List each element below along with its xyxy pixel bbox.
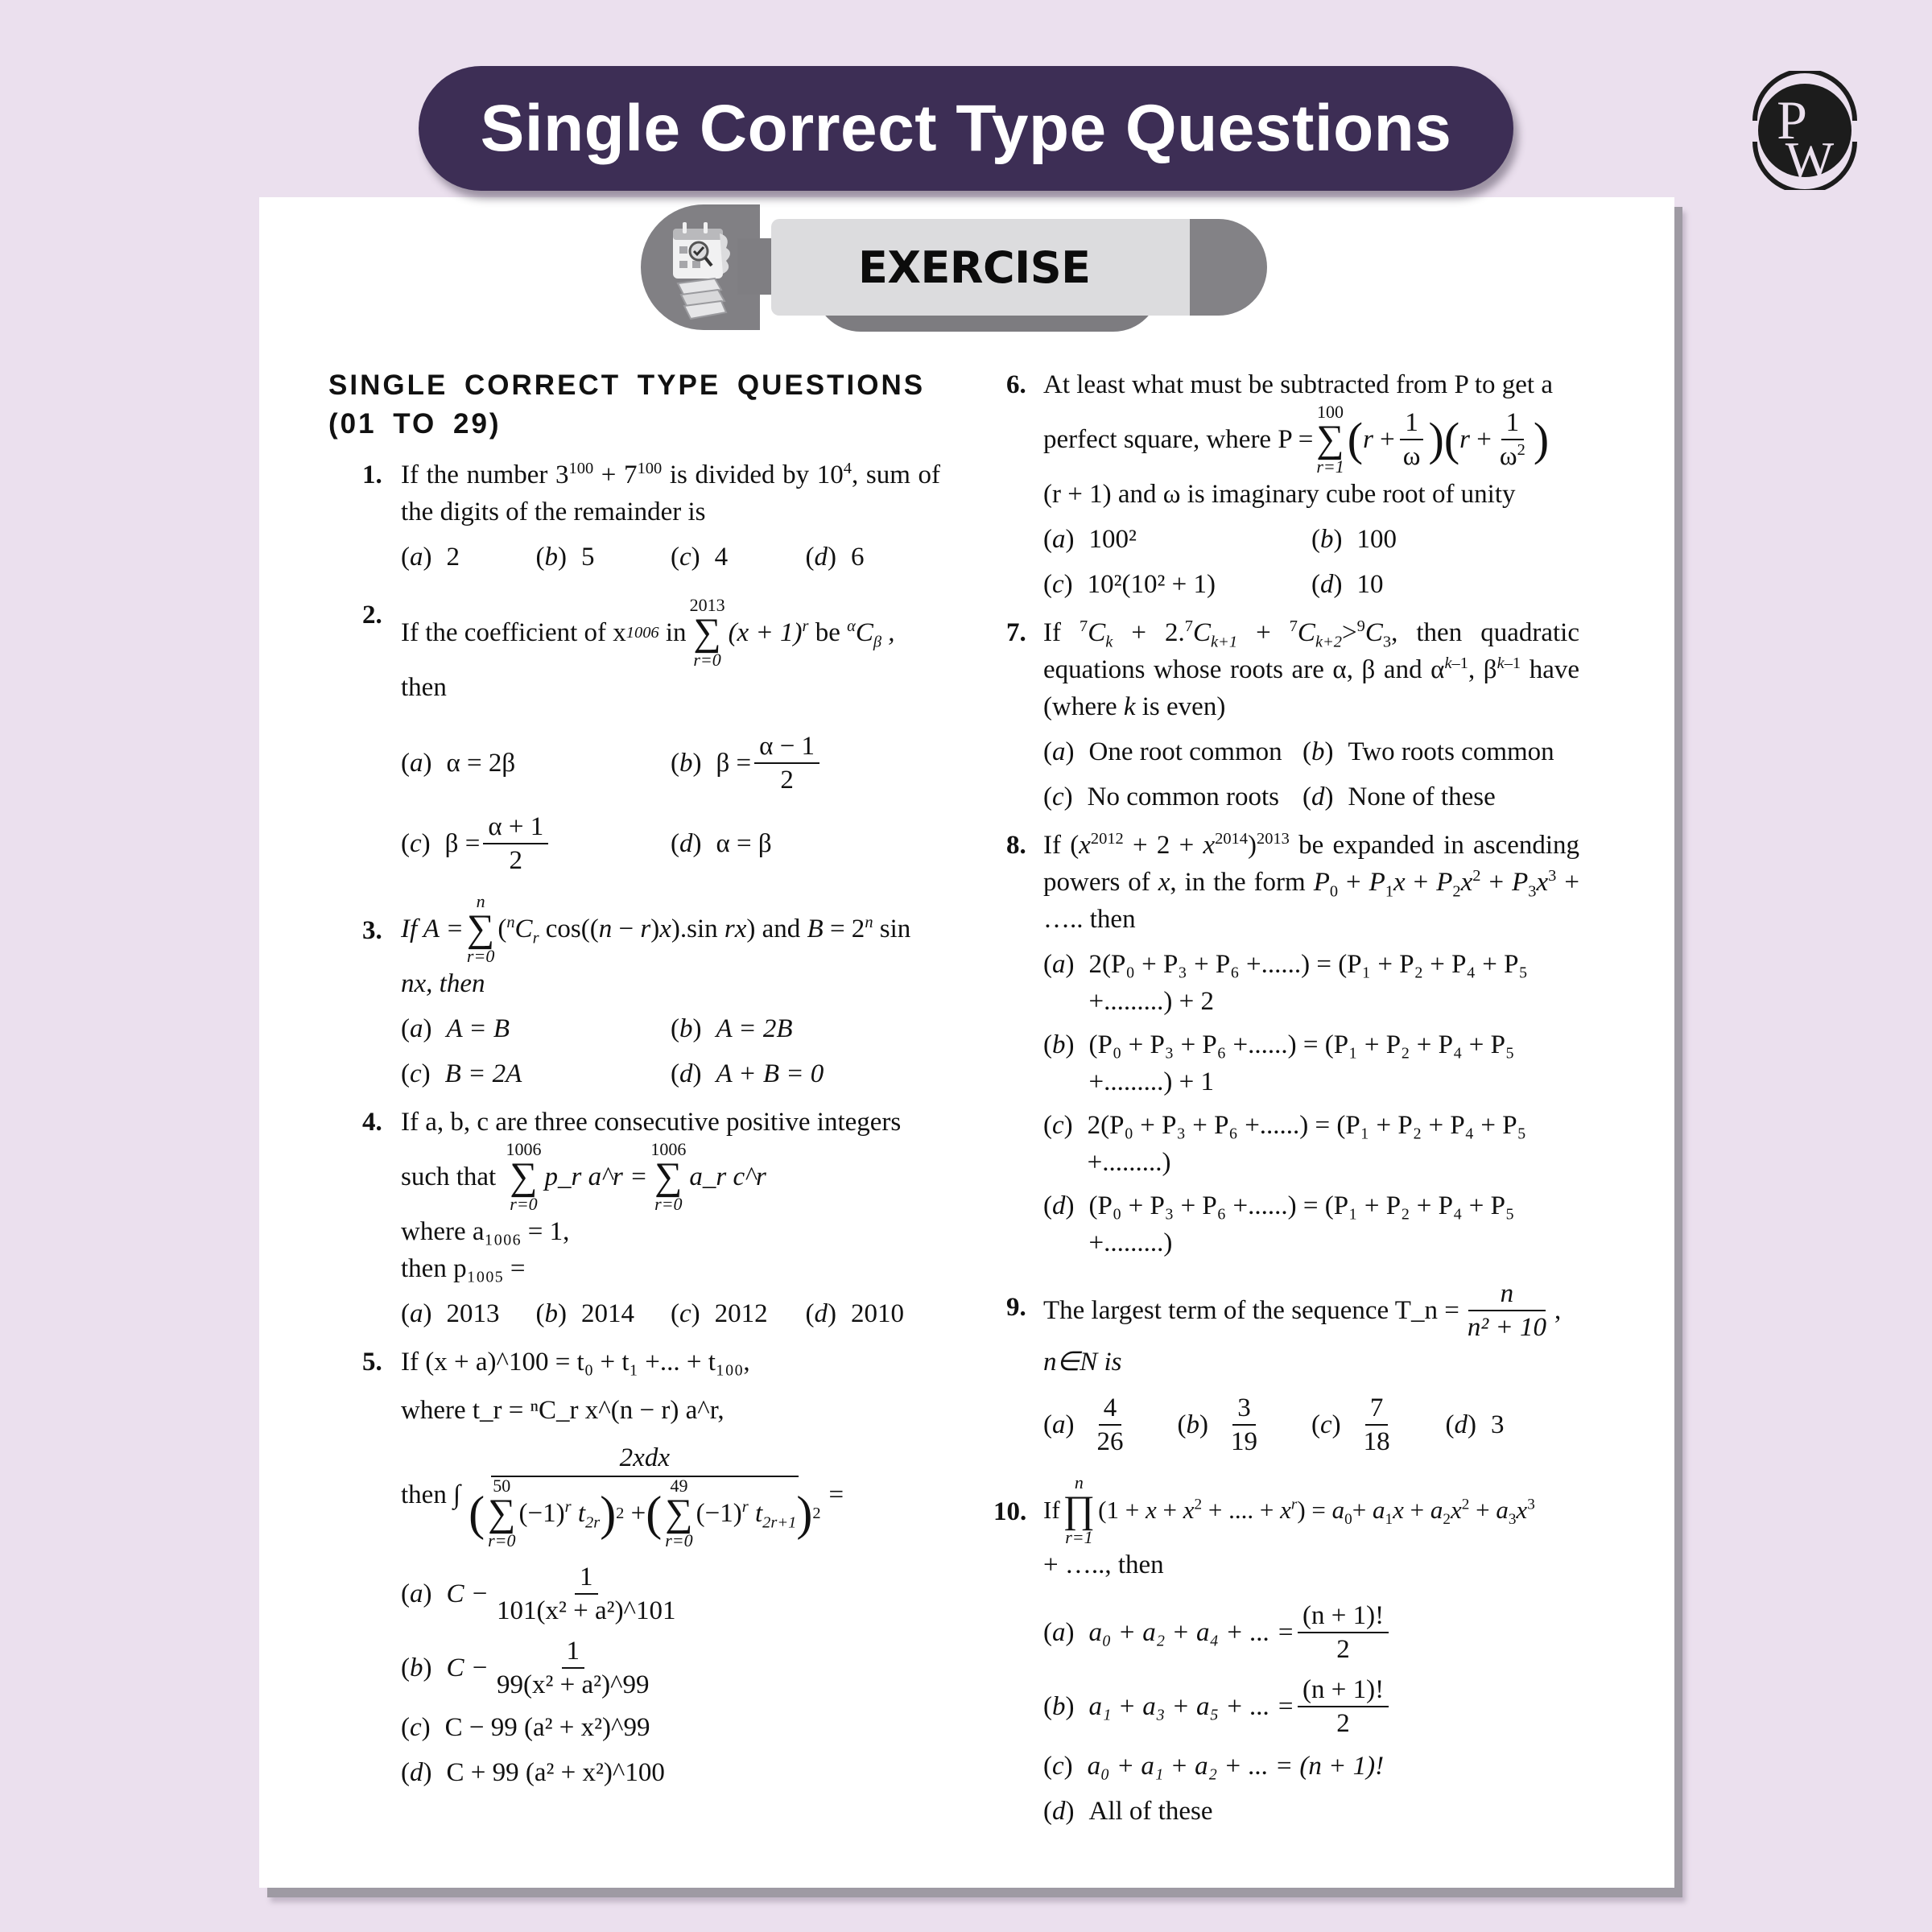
option-label: ( b ) bbox=[671, 745, 702, 782]
question-2 bbox=[328, 597, 940, 877]
question-number: 8. bbox=[1006, 831, 1026, 860]
option-d[interactable] bbox=[1311, 566, 1579, 603]
options bbox=[401, 539, 940, 576]
option-b[interactable] bbox=[1043, 1674, 1579, 1740]
section-heading bbox=[328, 366, 940, 444]
denominator: 18 bbox=[1363, 1427, 1390, 1456]
option-text: 10²(10² + 1) bbox=[1087, 570, 1216, 599]
sum-body: a_r c^r bbox=[689, 1162, 766, 1191]
option-c[interactable] bbox=[1043, 566, 1311, 603]
sum-upper: 1006 bbox=[650, 1139, 687, 1159]
summation-symbol: 2013 ∑ r=0 bbox=[689, 595, 725, 670]
option-d[interactable] bbox=[671, 811, 940, 877]
sum-lower: r=0 bbox=[510, 1194, 538, 1214]
option-label: ( c ) bbox=[401, 1055, 431, 1092]
fraction bbox=[492, 1635, 654, 1701]
option-a[interactable] bbox=[1043, 946, 1579, 1020]
question-text: If $(x^{2012} + 2 + x^{2014})^{2013}$ be expanded in ascending powers of x, in the form $P_0 + P_1x + P_2x^2 + P_3x^3$ + ….. then bbox=[1043, 830, 1580, 934]
option-c[interactable] bbox=[1043, 1107, 1579, 1181]
text: where a₁₀₀₆ = 1, bbox=[401, 1217, 570, 1246]
option-b[interactable] bbox=[536, 1295, 671, 1332]
question-text: If a, b, c are three consecutive positive integers bbox=[401, 1108, 902, 1137]
question-number: 3. bbox=[362, 916, 382, 945]
option-lhs: β = bbox=[444, 829, 481, 858]
numerator: 1 bbox=[575, 1561, 598, 1595]
option-label: ( a ) bbox=[1043, 733, 1075, 770]
option-a[interactable] bbox=[1043, 1392, 1178, 1458]
option-label: ( c ) bbox=[1043, 1107, 1073, 1144]
denominator: ( 50 ∑ r=0 $(-1)^r$ $t_{2r}$ ) 2 + ( 49 ∑ r=0 $(-1)^r$ $t_{2r+1}$ ) 2 bbox=[469, 1476, 821, 1550]
denominator: 2 bbox=[780, 766, 794, 795]
question-number: 10. bbox=[993, 1497, 1027, 1526]
text: n∈N is bbox=[1043, 1348, 1122, 1377]
sum-upper: 2013 bbox=[689, 595, 725, 615]
logo-letter-p: P bbox=[1777, 89, 1807, 151]
option-a[interactable] bbox=[1043, 521, 1311, 558]
summation-symbol: 100 ∑ r=1 bbox=[1316, 402, 1344, 477]
option-label: ( b ) bbox=[401, 1649, 432, 1686]
option-label: ( a ) bbox=[401, 745, 432, 782]
option-text: C − 99 (a² + x²)^99 bbox=[444, 1713, 650, 1742]
option-lhs: a₀ + a₂ + a₄ + ... = bbox=[1088, 1618, 1294, 1647]
option-label: ( d ) bbox=[671, 1055, 702, 1092]
option-text: B = 2A bbox=[444, 1059, 522, 1088]
numerator: 4 bbox=[1099, 1392, 1122, 1426]
text: If bbox=[1043, 1496, 1060, 1524]
sum-upper: 100 bbox=[1317, 402, 1344, 422]
option-label: ( c ) bbox=[671, 539, 700, 576]
option-text: 10 bbox=[1356, 570, 1384, 599]
numerator: α + 1 bbox=[483, 811, 548, 844]
option-text: A + B = 0 bbox=[716, 1059, 824, 1088]
numerator: 3 bbox=[1232, 1392, 1256, 1426]
sum-upper: 1006 bbox=[506, 1139, 542, 1159]
option-text: A = 2B bbox=[716, 1014, 793, 1043]
question-text: If the coefficient of x 1006 in 2013 ∑ r=0 $(x + 1)^r$ be $^\alpha C_\beta$ , bbox=[401, 595, 895, 670]
text: then p₁₀₀₅ = bbox=[401, 1254, 526, 1283]
question-equation: perfect square, where P = 100 ∑ r=1 ( r + $\frac{1}{\omega}$ )( r + $\frac{1}{\omega^2}$ ) bbox=[1043, 402, 1550, 477]
option-c[interactable] bbox=[1043, 1748, 1579, 1785]
option-text: (P₀ + P₃ + P₆ +......) = (P₁ + P₂ + P₄ + P₅ +.........) bbox=[1088, 1191, 1515, 1257]
text: If A = bbox=[401, 914, 464, 943]
option-d[interactable] bbox=[401, 1754, 940, 1791]
options bbox=[1043, 733, 1579, 815]
option-b[interactable] bbox=[1043, 1026, 1579, 1100]
text: then bbox=[401, 673, 447, 702]
options bbox=[401, 1295, 940, 1332]
option-d[interactable] bbox=[1302, 778, 1579, 815]
option-label: ( c ) bbox=[1043, 778, 1073, 815]
denominator: 19 bbox=[1231, 1427, 1257, 1456]
sum-lower: r=1 bbox=[1316, 456, 1344, 477]
fraction bbox=[1092, 1392, 1129, 1458]
text: If the coefficient of x bbox=[401, 618, 626, 647]
summation-symbol: 50 ∑ r=0 bbox=[488, 1476, 516, 1550]
denominator: 2 bbox=[1336, 1635, 1350, 1664]
denominator: 26 bbox=[1096, 1427, 1124, 1456]
option-label: ( c ) bbox=[401, 1709, 431, 1746]
option-text: α = 2β bbox=[446, 749, 516, 778]
option-a[interactable] bbox=[401, 1561, 940, 1627]
numerator: α − 1 bbox=[754, 730, 819, 764]
option-label: ( d ) bbox=[401, 1754, 432, 1791]
question-text: If (x + a)^100 = t₀ + t₁ +... + t₁₀₀, bbox=[401, 1348, 750, 1377]
option-a[interactable] bbox=[401, 539, 536, 576]
option-d[interactable] bbox=[671, 1055, 940, 1092]
question-text bbox=[401, 893, 940, 965]
option-lhs: C − bbox=[446, 1579, 489, 1608]
option-c[interactable] bbox=[671, 1295, 806, 1332]
option-label: ( c ) bbox=[671, 1295, 700, 1332]
question-text bbox=[1043, 1474, 1579, 1546]
question-9 bbox=[998, 1278, 1579, 1458]
fraction bbox=[1226, 1392, 1262, 1458]
numerator: 2xdx bbox=[491, 1440, 799, 1477]
option-label: ( a ) bbox=[1043, 1614, 1075, 1651]
option-lhs: β = bbox=[716, 749, 752, 778]
option-d[interactable] bbox=[1043, 1793, 1579, 1830]
option-label: ( d ) bbox=[671, 825, 702, 862]
option-b[interactable] bbox=[401, 1635, 940, 1701]
option-label: ( b ) bbox=[1043, 1026, 1075, 1063]
denominator: 2 bbox=[1336, 1709, 1350, 1738]
question-10 bbox=[993, 1472, 1579, 1830]
option-c[interactable] bbox=[1043, 778, 1302, 815]
option-d[interactable] bbox=[1043, 1187, 1579, 1261]
option-d[interactable] bbox=[806, 539, 941, 576]
option-a[interactable] bbox=[401, 1010, 671, 1047]
numerator: (n + 1)! bbox=[1298, 1600, 1389, 1633]
option-label: ( a ) bbox=[401, 1575, 432, 1612]
option-text: 2014 bbox=[581, 1299, 634, 1328]
sum-lower: r=0 bbox=[693, 650, 721, 670]
sum-upper: n bbox=[476, 891, 485, 911]
option-text: 6 bbox=[851, 543, 865, 572]
option-label: ( c ) bbox=[1043, 566, 1073, 603]
option-text: a₀ + a₁ + a₂ + ... = (n + 1)! bbox=[1087, 1752, 1385, 1781]
left-column bbox=[328, 366, 940, 1802]
prod-body: ($1 + x + x^2$ + .... + $x^r) = a_0+ a_1x + a_2x^2 + a_3x^3$ bbox=[1098, 1496, 1535, 1529]
fraction bbox=[1298, 1600, 1389, 1666]
options bbox=[1043, 946, 1579, 1261]
option-label: ( a ) bbox=[401, 1010, 432, 1047]
option-b[interactable] bbox=[671, 1010, 940, 1047]
question-number: 7. bbox=[1006, 618, 1026, 647]
numerator: (n + 1)! bbox=[1298, 1674, 1389, 1707]
option-text: C + 99 (a² + x²)^100 bbox=[446, 1758, 665, 1787]
question-4 bbox=[328, 1104, 940, 1332]
option-text: 2 bbox=[446, 543, 460, 572]
sum-upper: 49 bbox=[670, 1476, 688, 1496]
option-label: ( a ) bbox=[1043, 1406, 1075, 1443]
option-text: All of these bbox=[1088, 1797, 1213, 1826]
logo-letter-w: W bbox=[1785, 131, 1835, 188]
option-text: 3 bbox=[1491, 1410, 1505, 1439]
option-label: ( a ) bbox=[401, 539, 432, 576]
option-c[interactable] bbox=[1311, 1392, 1446, 1458]
denominator: n² + 10 bbox=[1467, 1313, 1546, 1342]
denominator: 99(x² + a²)^99 bbox=[497, 1670, 650, 1699]
option-label: ( b ) bbox=[671, 1010, 702, 1047]
banner-label: EXERCISE bbox=[858, 242, 1091, 293]
text: then ∫ bbox=[401, 1480, 461, 1509]
question-number: 1. bbox=[362, 460, 382, 489]
sum-body: ($^nC_r$ cos((n − r)x).sin rx) and $B = 2^n$ sin bbox=[497, 914, 911, 947]
option-b[interactable] bbox=[1302, 733, 1579, 770]
options bbox=[1043, 1600, 1579, 1830]
question-text: If the number $3^{100} + 7^{100}$ is divided by $10^4$, sum of the digits of the remainder is bbox=[401, 460, 941, 526]
summation-symbol: 49 ∑ r=0 bbox=[665, 1476, 693, 1550]
option-text: 2013 bbox=[446, 1299, 500, 1328]
sum-upper: 50 bbox=[493, 1476, 511, 1496]
option-c[interactable] bbox=[401, 1709, 940, 1746]
question-text bbox=[1043, 1278, 1579, 1344]
pw-logo-icon bbox=[1745, 71, 1864, 190]
summation-symbol: n ∑ r=0 bbox=[466, 891, 495, 966]
option-label: ( b ) bbox=[1302, 733, 1334, 770]
prod-lower: r=1 bbox=[1065, 1527, 1093, 1547]
fraction bbox=[492, 1561, 681, 1627]
sum-body: p_r a^r = bbox=[544, 1162, 648, 1191]
option-text: 2012 bbox=[714, 1299, 768, 1328]
fraction bbox=[1359, 1392, 1395, 1458]
denominator: 2 bbox=[509, 846, 523, 875]
option-label: ( b ) bbox=[1311, 521, 1343, 558]
option-text: One root common bbox=[1088, 737, 1282, 766]
page-title: Single Correct Type Questions bbox=[480, 91, 1452, 165]
question-7 bbox=[998, 614, 1579, 815]
option-label: ( d ) bbox=[806, 539, 837, 576]
page-title-banner bbox=[419, 66, 1513, 191]
fraction bbox=[464, 1440, 825, 1550]
option-d[interactable] bbox=[1446, 1392, 1580, 1458]
question-number: 2. bbox=[362, 601, 382, 630]
options bbox=[401, 1561, 940, 1791]
sum-lower: r=0 bbox=[466, 946, 495, 966]
option-text: No common roots bbox=[1087, 782, 1279, 811]
option-text: A = B bbox=[446, 1014, 510, 1043]
option-text: 2010 bbox=[851, 1299, 904, 1328]
option-label: ( d ) bbox=[1311, 566, 1343, 603]
option-label: ( d ) bbox=[806, 1295, 837, 1332]
text: nx, then bbox=[401, 969, 485, 998]
sum-body: $(x + 1)^r$ be $^\alpha C_\beta$ , bbox=[728, 617, 895, 651]
option-a[interactable] bbox=[1043, 733, 1302, 770]
option-label: ( a ) bbox=[1043, 521, 1075, 558]
options bbox=[401, 730, 940, 877]
fraction bbox=[754, 730, 819, 796]
option-label: ( d ) bbox=[1302, 778, 1334, 815]
option-label: ( c ) bbox=[401, 825, 431, 862]
question-1 bbox=[328, 456, 940, 576]
option-text: 100² bbox=[1088, 525, 1137, 554]
sum-lower: r=0 bbox=[488, 1530, 516, 1550]
options bbox=[1043, 1392, 1579, 1458]
question-equation bbox=[401, 1141, 940, 1250]
question-text: If $^7C_k + 2.^7C_{k+1} + ^7C_{k+2}>^9C_3$, then quadratic equations whose roots are α, β and $\alpha^{k-1}$, $\beta^{k-1}$ have (where k is even) bbox=[1043, 617, 1580, 721]
option-b[interactable] bbox=[671, 730, 940, 796]
fraction bbox=[1463, 1278, 1551, 1344]
question-number: 6. bbox=[1006, 370, 1026, 399]
option-label: ( d ) bbox=[1043, 1793, 1075, 1830]
question-5 bbox=[328, 1344, 940, 1791]
option-text: 5 bbox=[581, 543, 595, 572]
exercise-banner bbox=[641, 204, 1269, 330]
option-lhs: C − bbox=[446, 1653, 489, 1682]
option-text: (P₀ + P₃ + P₆ +......) = (P₁ + P₂ + P₄ + P₅ +.........) + 1 bbox=[1088, 1030, 1515, 1096]
question-text: At least what must be subtracted from P to get a bbox=[1043, 370, 1553, 399]
question-6 bbox=[998, 366, 1579, 603]
integral-expression bbox=[401, 1440, 940, 1550]
summation-symbol: 1006 ∑ r=0 bbox=[650, 1139, 687, 1214]
denominator: 101(x² + a²)^101 bbox=[497, 1596, 676, 1625]
text: = bbox=[828, 1480, 844, 1509]
option-label: ( b ) bbox=[1178, 1406, 1209, 1443]
calendar-books-icon bbox=[663, 216, 752, 325]
sum-lower: r=0 bbox=[654, 1194, 683, 1214]
option-label: ( c ) bbox=[1311, 1406, 1341, 1443]
option-label: ( d ) bbox=[1446, 1406, 1477, 1443]
sum-lower: r=0 bbox=[665, 1530, 693, 1550]
options bbox=[1043, 521, 1579, 603]
numerator: 7 bbox=[1365, 1392, 1389, 1426]
options bbox=[401, 1010, 940, 1092]
option-text: Two roots common bbox=[1348, 737, 1554, 766]
right-column bbox=[993, 366, 1580, 1841]
text: perfect square, where P = bbox=[1043, 425, 1314, 454]
section-heading-line1: SINGLE CORRECT TYPE QUESTIONS bbox=[328, 369, 926, 401]
product-symbol: n ∏ r=1 bbox=[1063, 1472, 1096, 1547]
question-number: 9. bbox=[1006, 1293, 1026, 1322]
option-text: 100 bbox=[1356, 525, 1397, 554]
option-label: ( c ) bbox=[1043, 1748, 1073, 1785]
option-label: ( b ) bbox=[1043, 1688, 1075, 1725]
fraction bbox=[1298, 1674, 1389, 1740]
option-label: ( b ) bbox=[536, 1295, 568, 1332]
prod-upper: n bbox=[1074, 1472, 1084, 1492]
option-label: ( d ) bbox=[1043, 1187, 1075, 1224]
question-number: 5. bbox=[362, 1348, 382, 1377]
option-a[interactable] bbox=[401, 730, 671, 796]
numerator: 1 bbox=[562, 1635, 585, 1669]
option-a[interactable] bbox=[1043, 1600, 1579, 1666]
section-heading-line2: (01 TO 29) bbox=[328, 408, 502, 440]
banner-decor bbox=[1190, 219, 1267, 316]
option-text: 4 bbox=[714, 543, 729, 572]
option-label: ( a ) bbox=[1043, 946, 1075, 983]
option-b[interactable] bbox=[1311, 521, 1579, 558]
option-text: 2(P₀ + P₃ + P₆ +......) = (P₁ + P₂ + P₄ + P₅ +.........) bbox=[1087, 1111, 1527, 1177]
numerator: n bbox=[1468, 1278, 1546, 1311]
option-text: 2(P₀ + P₃ + P₆ +......) = (P₁ + P₂ + P₄ + P₅ +.........) + 2 bbox=[1088, 950, 1528, 1016]
option-label: ( a ) bbox=[401, 1295, 432, 1332]
question-text: (r + 1) and ω is imaginary cube root of unity bbox=[1043, 480, 1516, 509]
option-c[interactable] bbox=[401, 811, 671, 877]
summation-symbol: 1006 ∑ r=0 bbox=[506, 1139, 542, 1214]
question-number: 4. bbox=[362, 1108, 382, 1137]
text: The largest term of the sequence T_n = bbox=[1043, 1296, 1459, 1325]
fraction bbox=[483, 811, 548, 877]
question-8 bbox=[998, 827, 1579, 1261]
text: in bbox=[665, 618, 687, 647]
question-3 bbox=[328, 893, 940, 1092]
option-c[interactable] bbox=[401, 1055, 671, 1092]
option-b[interactable] bbox=[536, 539, 671, 576]
option-text: None of these bbox=[1348, 782, 1496, 811]
option-d[interactable] bbox=[806, 1295, 941, 1332]
option-c[interactable] bbox=[671, 539, 806, 576]
text: , bbox=[1554, 1296, 1562, 1325]
text: + ….., then bbox=[1043, 1550, 1164, 1579]
option-text: α = β bbox=[716, 829, 772, 858]
text: such that bbox=[401, 1162, 497, 1191]
option-a[interactable] bbox=[401, 1295, 536, 1332]
option-label: ( b ) bbox=[536, 539, 568, 576]
option-lhs: a₁ + a₃ + a₅ + ... = bbox=[1088, 1692, 1294, 1721]
fraction: $\frac{1}{\omega}$ bbox=[1398, 407, 1426, 473]
option-b[interactable] bbox=[1178, 1392, 1312, 1458]
question-text: where t_r = ⁿC_r x^(n − r) a^r, bbox=[401, 1396, 724, 1425]
banner-label-box bbox=[771, 219, 1190, 316]
fraction: $\frac{1}{\omega^2}$ bbox=[1499, 408, 1525, 471]
